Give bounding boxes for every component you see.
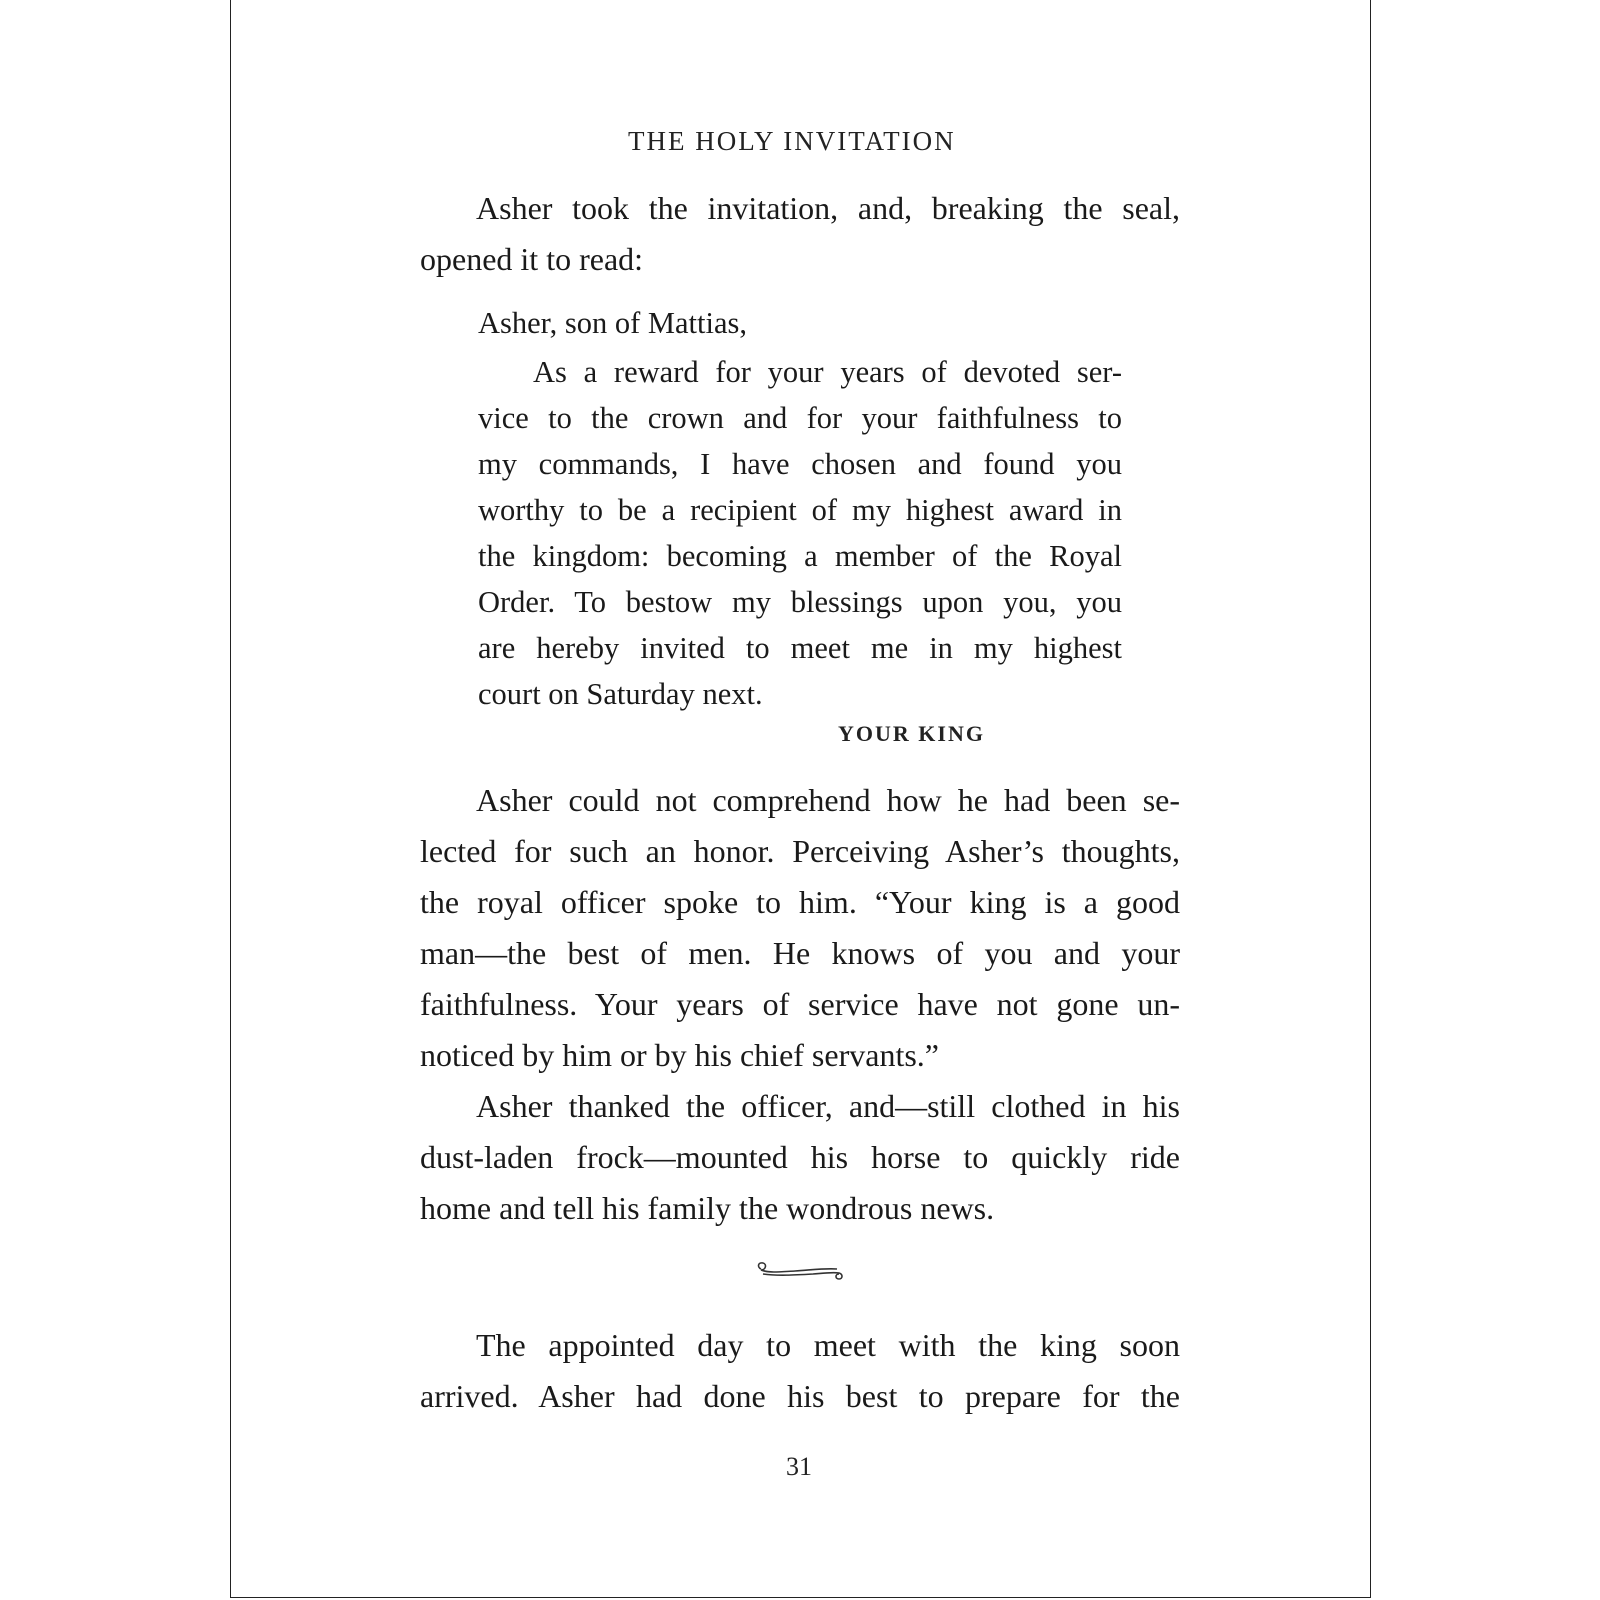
para2-line-5: faithfulness. Your years of service have not gone un- [420, 986, 1180, 1022]
running-head: THE HOLY INVITATION [628, 126, 956, 156]
letter-line-3: my commands, I have chosen and found you [478, 447, 1122, 481]
letter-line-6: Order. To bestow my blessings upon you, you [478, 585, 1122, 619]
para2-line-6: noticed by him or by his chief servants.” [420, 1037, 939, 1073]
letter-line-1: As a reward for your years of devoted ser- [533, 355, 1122, 389]
para1-line-1: Asher took the invitation, and, breaking the seal, [476, 190, 1180, 226]
letter-line-5: the kingdom: becoming a member of the Royal [478, 539, 1122, 573]
scroll-flourish-ornament-icon [755, 1259, 845, 1283]
letter-signature: YOUR KING [838, 721, 985, 746]
para3-line-3: home and tell his family the wondrous news. [420, 1190, 995, 1226]
para1-line-2: opened it to read: [420, 241, 644, 277]
letter-line-8: court on Saturday next. [478, 677, 763, 711]
para2-line-2: lected for such an honor. Perceiving Asher’s thoughts, [420, 833, 1180, 869]
para4-line-2: arrived. Asher had done his best to prepare for the [420, 1378, 1180, 1414]
letter-line-4: worthy to be a recipient of my highest award in [478, 493, 1122, 527]
para4-line-1: The appointed day to meet with the king soon [476, 1327, 1180, 1363]
para2-line-3: the royal officer spoke to him. “Your king is a good [420, 884, 1180, 920]
letter-salutation: Asher, son of Mattias, [478, 306, 748, 340]
para2-line-4: man—the best of men. He knows of you and your [420, 935, 1180, 971]
letter-line-2: vice to the crown and for your faithfulness to [478, 401, 1122, 435]
page-number: 31 [786, 1452, 812, 1481]
para3-line-2: dust-laden frock—mounted his horse to quickly ride [420, 1139, 1180, 1175]
letter-line-7: are hereby invited to meet me in my highest [478, 631, 1122, 665]
para2-line-1: Asher could not comprehend how he had been se- [476, 782, 1180, 818]
para3-line-1: Asher thanked the officer, and—still clothed in his [476, 1088, 1180, 1124]
